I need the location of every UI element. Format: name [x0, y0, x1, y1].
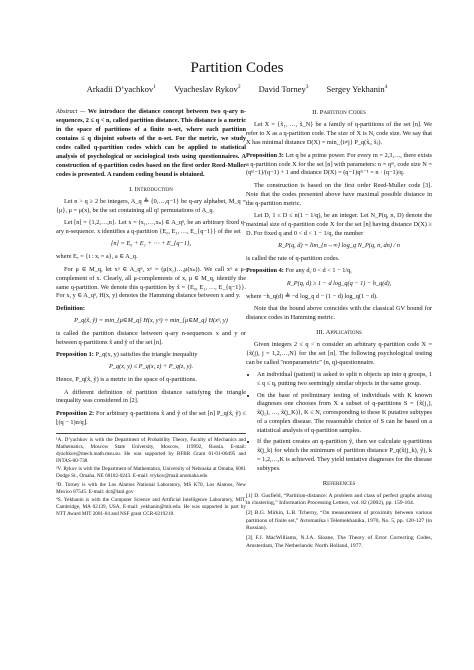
proposition-label: Proposition 3:: [246, 151, 284, 159]
intro-paragraph: Hence, P_q(x̃, ỹ) is a metric in the space of q-partitions.: [56, 376, 197, 384]
left-column: [56, 108, 246, 519]
footnote: ⁴S. Yekhanin is with the Computer Science and Artificial Intelligence Laboratory, MIT, Cambridge, MA 02139, USA. E-mail: yekhanin@mit.edu. He was supported in part by NTT Award MIT 2001-04 and NSF grant CCR-0219218.: [56, 496, 246, 517]
author-mark: 1: [153, 84, 156, 91]
footnotes: [56, 433, 246, 518]
abstract-text: We introduce the distance concept between two q-ary n-sequences, 2 ≤ q < n, called partition distance. This distance is a metric in the space of partitions of a finite n-set, where each partition contains ≤ q disjoint subsets of the n-set. For the metric, we study codes called q-partition codes which can be applied to statistical analysis of psychological or sociological tests using questionnaires. A construction of q-partition codes based on the first order Reed-Muller codes is presented. A random coding bound is obtained.: [56, 108, 246, 178]
section-heading-applications: III. Applications: [316, 328, 362, 336]
applications-paragraph: Given integers 2 ≤ q < n consider an arbitrary q-partition code X = {x̃(j), j = 1,2,…,N} for the set [n]. The following psychological testing can be called "nonparametric" (n, q)-questionnaire.: [246, 341, 432, 367]
equation-partition: [n] = E₀ + E₁ + ⋯ + E_{q−1},: [110, 240, 192, 248]
reference-list: [246, 493, 432, 551]
definition-heading: Definition:: [56, 304, 86, 312]
section-heading-introduction: I. Introduction: [129, 185, 173, 193]
author-4: [327, 84, 388, 94]
author-1: [87, 84, 156, 94]
footnote: ¹A. D’yachkov is with the Department of Probability Theory, Faculty of Mechanics and Mathematics, Moscow State University, Moscow, 119992, Russia. E-mail: dyachkov@mech.math.msu.su. He was supported by RFBR Grant 01-01-00495 and INTAS-00-738.: [56, 436, 246, 464]
proposition-text: Let q be a prime power. For every m = 2,3,…, there exists a q-partition code X for the set [n] with parameters: n = qᵐ, code size N = (qᵐ−1)/(q−1) + 1 and distance D(X) = (q−1)qᵐ⁻¹ = n · (q−1)/q.: [246, 151, 433, 177]
footnote: ²V. Rykov is with the Department of Mathematics, University of Nebraska at Omaha, 6001 Dodge St., Omaha, NE 68182-0243. E-mail: vrykov@mail.unomaha.edu: [56, 466, 246, 480]
footnote: ³D. Torney is with the Los Alamos National Laboratory, MS K70, Los Alamos, New Mexico 87545. E-mail: dct@lanl.gov: [56, 481, 246, 495]
reference-item: [2] B.G. Mirkin, L.B. Tcherny, “On measurement of proximity between various partitions of finite set,” Avtomatika i Telemekhanika, 1970, No. 5, pp. 120-127 (in Russian).: [246, 510, 432, 532]
codes-paragraph: Note that the bound above coincides with the classical GV bound for distance codes in Hamming metric.: [246, 305, 432, 321]
author-name: Arkadii D’yachkov: [86, 84, 154, 94]
author-2: [174, 84, 241, 94]
author-name: Vyacheslav Rykov: [173, 84, 238, 94]
author-3: [259, 84, 309, 94]
proposition-label: Proposition 2:: [56, 409, 95, 417]
equation-triangle-inequality: P_q(x, y) ≤ P_q(x, z) + P_q(z, y).: [108, 363, 194, 371]
reference-item: [3] F.J. MacWilliams, N.J.A. Sloane, The Theory of Error Correcting Codes, Amsterdam, The Netherlands: North Holland, 1977.: [246, 535, 432, 549]
proposition-label: Proposition 1:: [56, 350, 94, 358]
intro-paragraph: where Eₓ = {i : xᵢ = a}, a ∈ A_q.: [56, 253, 138, 261]
author-list: [0, 84, 474, 94]
author-name: Sergey Yekhanin: [326, 84, 385, 94]
reference-item: [1] D. Gusfield, “Partition-distance: A problem and class of perfect graphs arising in clustering,” Information Processing Letters, vol. 82 (2002), pp. 159-164.: [246, 492, 432, 507]
proposition-text: P_q(x, y) satisfies the triangle inequality: [95, 350, 198, 358]
equation-partition-distance: P_q(x̃, ỹ) = min_{μ∈M_q} H(x, yᵘ) = min_{μ∈M_q} H(xᵘ, y): [74, 316, 228, 324]
equation-rate: R_P(q, d) = lim_{n→∞} log_q N_P(q, n, dn) / n: [278, 242, 400, 250]
codes-paragraph: The construction is based on the first order Reed-Muller code [3]. Note that the codes presented above have maximal possible distance in the q-partition metric.: [246, 181, 432, 207]
section-heading-partition-codes: II. Partition Codes: [312, 109, 366, 116]
intro-paragraph: For μ ∈ M_q, let xᵘ ∈ A_qⁿ, xᵘ = (μ(x₁)…,μ(xₙ)). We call xᵘ a μ-complement of x. Clearly, all μ-complements of x, μ ∈ M_q, identify the same q-partition. We denote this q-partition by x̃ = {E₀, E₁, …, E_{q−1}}. For x, y ∈ A_qⁿ, H(x, y) denotes the Hamming distance between x and y.: [56, 265, 246, 300]
equation-rate-bound: R_P(q, d) ≥ 1 − d log_q(q − 1) − h_q(d),: [286, 279, 392, 287]
list-item: • On the base of preliminary testing of individuals with K known diagnoses one chooses from X a subset of q-partitions S = {x̃(j₁), x̃(j₂), …, x̃(j_K)}, K ≤ N, corresponding to these K putative subtypes of a complex disease. The reasonable choice of S can be based on a statistical analysis of q-partition samples.: [257, 392, 432, 437]
codes-paragraph: where −h_q(d) ≜ −d log_q d − (1 − d) log_q(1 − d).: [246, 292, 378, 300]
section-heading-references: References: [322, 480, 356, 488]
intro-paragraph: Let [n] = {1,2,…,n}. Let x = (x₁,…,xₙ) ∈ A_qⁿ, be an arbitrary fixed q-ary n-sequence. x identifies a q-partition {E₀, E₁, …, E_{q−1}} of the set: [56, 219, 246, 236]
author-mark: 4: [384, 84, 388, 91]
right-column: [246, 108, 432, 553]
paper-title: Partition Codes: [190, 60, 284, 76]
proposition-label: Proposition 4:: [246, 267, 284, 275]
proposition-text: For any d, 0 < d < 1 − 1/q,: [285, 267, 352, 275]
author-name: David Torney: [258, 84, 306, 94]
codes-paragraph: Let D, 1 ≤ D ≤ n(1 − 1/q), be an integer. Let N_P(q, n, D) denote the maximal size of q-partition code X for the set [n] having distance D(X) ≥ D. For fixed q and 0 < d < 1 − 1/q, the number: [246, 211, 432, 237]
intro-paragraph: Let n > q ≥ 2 be integers, A_q ≜ {0,…,q−1} be q-ary alphabet, M_q = {μ}, μ = μ(x), be the set containing all q! permutations of A_q.: [56, 197, 246, 214]
abstract-label: Abstract —: [56, 108, 86, 115]
abstract: [56, 108, 246, 180]
proposition-text: For arbitrary q-partitions x̃ and ỹ of the set [n] P_q(x̃, ỹ) ≤ ⌊(q − 1)n/q⌋.: [56, 409, 247, 426]
list-item: • An individual (patient) is asked to split n objects up into q groups, 1 ≤ q ≤ q, putting two seemingly similar objects in the same group.: [257, 371, 432, 389]
author-mark: 3: [305, 84, 309, 91]
intro-paragraph: A different definition of partition distance satisfying the triangle inequality was considered in [2].: [56, 388, 246, 405]
proposition-2: [56, 410, 246, 428]
intro-paragraph: is called the partition distance between q-ary n-sequences x and y or between q-partitions x̃ and ỹ of the set [n].: [56, 329, 246, 346]
codes-paragraph: is called the rate of q-partition codes.: [246, 255, 340, 263]
proposition-1: [56, 351, 246, 360]
author-mark: 2: [237, 84, 241, 91]
codes-paragraph: Let X = {x̃₁, …, x̃_N} be a family of q-partitions of the set [n]. We refer to X as a q-partition code. The size of X is N, code size. We say that X has minimal distance D(X) = min_{i≠j} P_q(x̃ᵢ, x̃ⱼ).: [246, 121, 432, 147]
proposition-3: [246, 152, 432, 179]
list-item: • If the patient creates an q-partition ỹ, then we calculate q-partitions x̃(j_k) for which the minimum of partition distance P_q(x̃(j_k), ỹ), k = 1,2,…,K is achieved. They yield tentative diagnoses for the disease subtypes.: [257, 438, 432, 474]
proposition-4: [246, 267, 432, 276]
applications-list: [246, 371, 432, 474]
